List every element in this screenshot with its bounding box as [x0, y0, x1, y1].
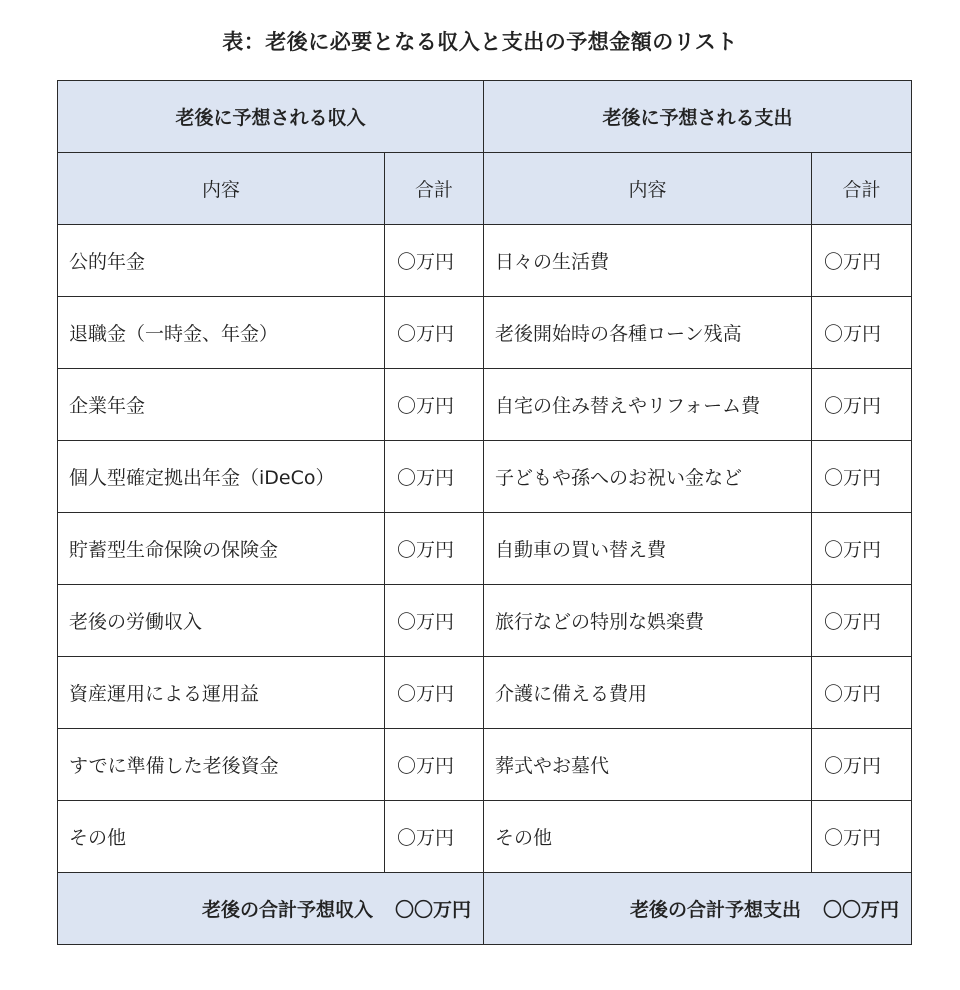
income-item-amount: 〇万円 [385, 801, 484, 873]
page-title: 表：老後に必要となる収入と支出の予想金額のリスト [222, 30, 738, 54]
expense-item-amount: 〇万円 [812, 369, 912, 441]
expense-item-label: 葬式やお墓代 [484, 729, 812, 801]
income-item-amount: 〇万円 [385, 369, 484, 441]
expense-item-amount: 〇万円 [812, 225, 912, 297]
table-row [58, 801, 912, 873]
table-row [58, 585, 912, 657]
table-row [58, 441, 912, 513]
expense-item-label: 自宅の住み替えやリフォーム費 [484, 369, 812, 441]
income-item-label: すでに準備した老後資金 [58, 729, 385, 801]
expense-item-label: 旅行などの特別な娯楽費 [484, 585, 812, 657]
expense-item-amount: 〇万円 [812, 441, 912, 513]
income-item-amount: 〇万円 [385, 585, 484, 657]
expense-item-amount: 〇万円 [812, 801, 912, 873]
income-item-amount: 〇万円 [385, 513, 484, 585]
table-row [58, 729, 912, 801]
income-section-header: 老後に予想される収入 [58, 81, 484, 153]
income-item-label: その他 [58, 801, 385, 873]
income-total-cell [58, 873, 484, 945]
income-item-label: 貯蓄型生命保険の保険金 [58, 513, 385, 585]
income-item-amount: 〇万円 [385, 225, 484, 297]
income-item-amount: 〇万円 [385, 729, 484, 801]
expense-total-value: 〇〇万円 [823, 899, 900, 921]
expense-col-content: 内容 [484, 153, 812, 225]
expense-section-header: 老後に予想される支出 [484, 81, 912, 153]
expense-item-amount: 〇万円 [812, 585, 912, 657]
table-row [58, 225, 912, 297]
table-row [58, 369, 912, 441]
income-col-total: 合計 [385, 153, 484, 225]
income-item-amount: 〇万円 [385, 297, 484, 369]
expense-item-amount: 〇万円 [812, 657, 912, 729]
table-row [58, 513, 912, 585]
table-body [58, 225, 912, 873]
income-item-amount: 〇万円 [385, 657, 484, 729]
expense-col-total: 合計 [812, 153, 912, 225]
income-item-amount: 〇万円 [385, 441, 484, 513]
expense-total-label: 老後の合計予想支出 [630, 899, 802, 921]
income-item-label: 退職金（一時金、年金） [58, 297, 385, 369]
expense-item-label: 自動車の買い替え費 [484, 513, 812, 585]
income-item-label: 老後の労働収入 [58, 585, 385, 657]
expense-item-label: 日々の生活費 [484, 225, 812, 297]
expense-item-label: その他 [484, 801, 812, 873]
expense-item-label: 介護に備える費用 [484, 657, 812, 729]
section-header-row [58, 81, 912, 153]
expense-item-amount: 〇万円 [812, 729, 912, 801]
table-row [58, 297, 912, 369]
table-row [58, 657, 912, 729]
income-item-label: 個人型確定拠出年金（iDeCo） [58, 441, 385, 513]
total-row [58, 873, 912, 945]
income-total-label: 老後の合計予想収入 [201, 899, 373, 921]
column-header-row [58, 153, 912, 225]
income-expense-table [57, 80, 912, 945]
expense-total-cell [484, 873, 912, 945]
expense-item-amount: 〇万円 [812, 297, 912, 369]
expense-item-label: 老後開始時の各種ローン残高 [484, 297, 812, 369]
income-total-value: 〇〇万円 [395, 899, 472, 921]
expense-item-amount: 〇万円 [812, 513, 912, 585]
expense-item-label: 子どもや孫へのお祝い金など [484, 441, 812, 513]
income-item-label: 企業年金 [58, 369, 385, 441]
income-item-label: 公的年金 [58, 225, 385, 297]
income-item-label: 資産運用による運用益 [58, 657, 385, 729]
income-col-content: 内容 [58, 153, 385, 225]
